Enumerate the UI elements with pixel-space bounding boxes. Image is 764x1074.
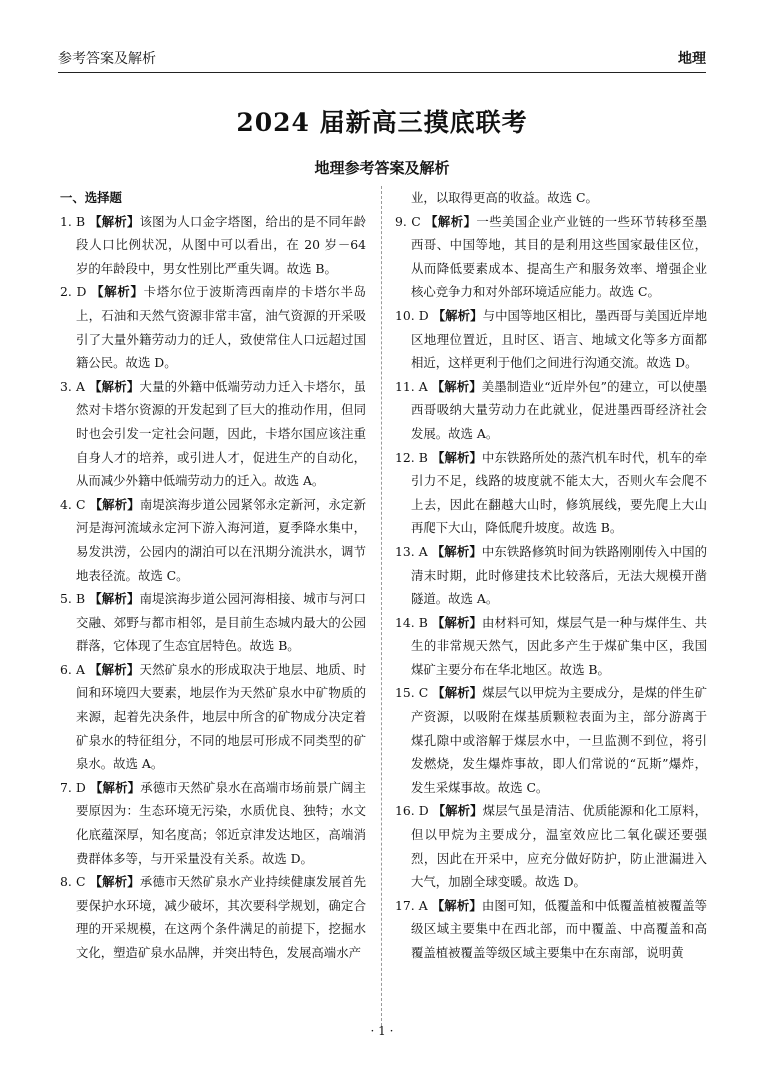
answer-number: 1. B (60, 213, 86, 229)
answer-item (395, 375, 707, 446)
analysis-tag: 【解析】 (89, 874, 140, 890)
analysis-tag: 【解析】 (425, 213, 477, 229)
analysis-tag: 【解析】 (89, 779, 141, 795)
answer-number: 6. A (60, 661, 85, 677)
answer-number: 2. D (60, 284, 87, 300)
page-number: · 1 · (370, 1024, 394, 1038)
analysis-tag: 【解析】 (431, 614, 482, 630)
answer-item (60, 493, 366, 587)
answer-number: 9. C (395, 213, 421, 229)
answer-item (60, 375, 366, 493)
answer-number: 14. B (395, 614, 428, 630)
answer-item (395, 446, 707, 540)
analysis-tag: 【解析】 (89, 378, 140, 394)
column-divider (381, 186, 382, 1026)
answer-item (395, 304, 707, 375)
answer-number: 7. D (60, 779, 86, 795)
header-rule (58, 72, 706, 73)
analysis-tag: 【解析】 (89, 591, 140, 607)
analysis-text: 承德市天然矿泉水产业持续健康发展首先要保护水环境，减少破坏，其次要科学规划，确定合理的开采规模，在这两个条件满足的前提下，挖掘水文化，塑造矿泉水品牌，并突出特色，发展高端水产 (76, 874, 366, 960)
answer-number: 8. C (60, 874, 86, 890)
analysis-text: 承德市天然矿泉水在高端市场前景广阔主要原因为：生态环境无污染，水质优良、独特；水文化底蕴深厚，知名度高；邻近京津发达地区，高端消费群体多等，与开采量没有关系。故选 D。 (76, 779, 366, 866)
answer-number: 3. A (60, 378, 85, 394)
left-column (60, 186, 366, 965)
analysis-tag: 【解析】 (89, 661, 140, 677)
analysis-text: 该图为人口金字塔图，给出的是不同年龄段人口比例状况，从图中可以看出，在 20 岁－64 岁的年龄段中，男女性别比严重失调。故选 B。 (76, 213, 366, 276)
answer-item (395, 799, 707, 893)
answer-number: 12. B (395, 449, 428, 465)
answer-item (60, 587, 366, 658)
answer-number: 16. D (395, 803, 429, 819)
answer-number: 5. B (60, 591, 86, 607)
analysis-text: 煤层气虽是清洁、优质能源和化工原料，但以甲烷为主要成分，温室效应比二氧化碳还要强烈，因此在开采中，应充分做好防护，防止泄漏进入大气，加剧全球变暖。故选 D。 (411, 803, 707, 890)
analysis-text: 一些美国企业产业链的一些环节转移至墨西哥、中国等地，其目的是利用这些国家最佳区位，从而降低要素成本、提高生产和服务效率、增强企业核心竞争力和对外部环境适应能力。故选 C。 (411, 213, 707, 300)
analysis-tag: 【解析】 (431, 543, 482, 559)
answer-number: 15. C (395, 685, 429, 701)
header-subject: 地理 (678, 51, 706, 67)
answer-item (395, 210, 707, 304)
answer-item (60, 210, 366, 281)
analysis-text: 中东铁路修筑时间为铁路刚刚传入中国的清末时期，此时修建技术比较落后，无法大规模开凿隧道。故选 A。 (411, 543, 708, 607)
answer-number: 17. A (395, 897, 428, 913)
document-title: 2024 届新高三摸底联考 (236, 108, 528, 137)
analysis-tag: 【解析】 (432, 307, 483, 323)
analysis-tag: 【解析】 (89, 213, 140, 229)
answer-item (395, 611, 707, 682)
right-column (395, 186, 707, 965)
answer-number: 11. A (395, 378, 428, 394)
answer-item (60, 280, 366, 374)
answer-number: 4. C (60, 496, 86, 512)
analysis-text: 与中国等地区相比，墨西哥与美国近岸地区地理位置近，且时区、语言、地域文化等多方面都相近，这样更利于他们之间进行沟通交流。故选 D。 (411, 307, 707, 371)
analysis-text: 中东铁路所处的蒸汽机车时代，机车的牵引力不足，线路的坡度就不能太大，否则火车会爬不上去，因此在翻越大山时，修筑展线，要先爬上大山再爬下大山，降低爬升坡度。故选 B。 (411, 449, 708, 536)
analysis-tag: 【解析】 (431, 449, 482, 465)
analysis-text: 煤层气以甲烷为主要成分，是煤的伴生矿产资源，以吸附在煤基质颗粒表面为主，部分游离于煤孔隙中或溶解于煤层水中，一旦监测不到位，将引发燃烧，发生爆炸事故，即人们常说的“瓦斯”爆炸，发生采煤事故。故选 C。 (411, 685, 708, 795)
answer-item (60, 870, 366, 964)
answer-item (60, 776, 366, 870)
answer-item (395, 894, 707, 965)
answer-item (395, 540, 707, 611)
analysis-text: 由图可知，低覆盖和中低覆盖植被覆盖等级区域主要集中在西北部，而中覆盖、中高覆盖和高覆盖植被覆盖等级区域主要集中在东南部，说明黄 (411, 897, 708, 960)
analysis-text: 卡塔尔位于波斯湾西南岸的卡塔尔半岛上，石油和天然气资源非常丰富，油气资源的开采吸引了大量外籍劳动力的迁人，致使常住人口远超过国籍公民。故选 D。 (76, 284, 367, 371)
analysis-tag: 【解析】 (91, 284, 144, 300)
document-subtitle: 地理参考答案及解析 (314, 159, 450, 177)
analysis-text: 南堤滨海步道公园紧邻永定新河，永定新河是海河流域永定河下游入海河道，夏季降水集中，易发洪涝，公园内的湖泊可以在汛期分流洪水，调节地表径流。故选 C。 (76, 496, 366, 583)
analysis-tag: 【解析】 (431, 897, 482, 913)
answer-item (60, 658, 366, 776)
analysis-text: 天然矿泉水的形成取决于地层、地质、时间和环境四大要素，地层作为天然矿泉水中矿物质的来源，起着先决条件，地层中所含的矿物成分决定着矿泉水的特征组分，不同的地层可形成不同类型的矿泉水。故选 A。 (76, 661, 366, 772)
analysis-text: 南堤滨海步道公园河海相接、城市与河口交融、郊野与都市相邻，是目前生态城内最大的公园群落，它体现了生态宜居特色。故选 B。 (76, 591, 366, 654)
section-heading: 一、选择题 (60, 190, 122, 205)
analysis-text: 大量的外籍中低端劳动力迁入卡塔尔，虽然对卡塔尔资源的开发起到了巨大的推动作用，但同时也会引发一定社会问题，因此，卡塔尔国应该注重自身人才的培养，或引进人才，促进生产的自动化，从而减少外籍中低端劳动力的迁入。故选 A。 (76, 378, 366, 489)
analysis-text: 美墨制造业“近岸外包”的建立，可以使墨西哥吸纳大量劳动力在此就业，促进墨西哥经济社会发展。故选 A。 (411, 378, 707, 441)
analysis-tag: 【解析】 (432, 685, 483, 701)
analysis-tag: 【解析】 (432, 803, 483, 819)
answer-number: 13. A (395, 543, 428, 559)
header-left-text: 参考答案及解析 (58, 51, 156, 67)
answer-number: 10. D (395, 307, 429, 323)
analysis-tag: 【解析】 (431, 378, 482, 394)
page-header (58, 40, 706, 72)
continued-text: 业，以取得更高的收益。故选 C。 (411, 190, 598, 205)
analysis-tag: 【解析】 (89, 496, 140, 512)
answer-item (395, 681, 707, 799)
analysis-text: 由材料可知，煤层气是一种与煤伴生、共生的非常规天然气，因此多产生于煤矿集中区，我国煤矿主要分布在华北地区。故选 B。 (411, 614, 708, 677)
